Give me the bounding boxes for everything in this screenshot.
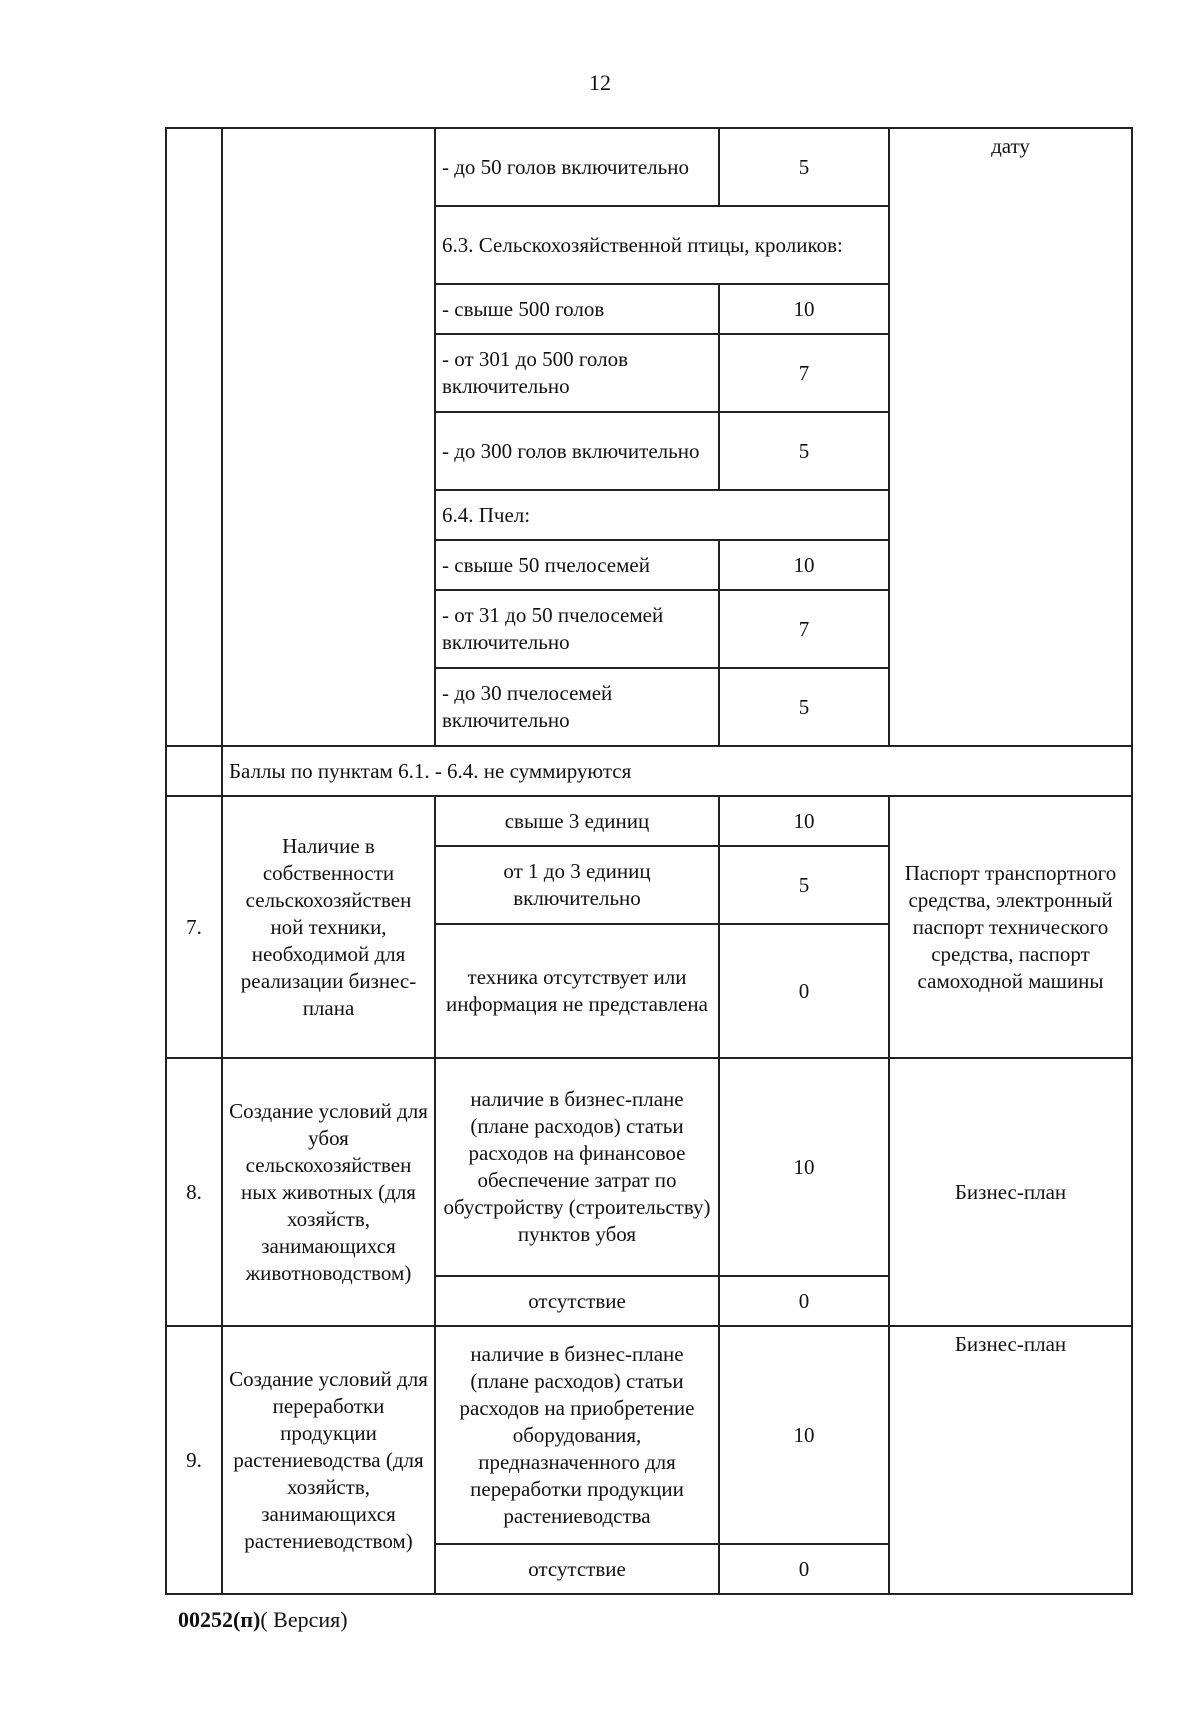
option-cell: наличие в бизнес-плане (плане расходов) статьи расходов на приобретение оборудования, предназначенного для переработки продукции растениеводства (435, 1326, 719, 1544)
page-number: 12 (589, 70, 611, 95)
criterion-cell-empty (222, 128, 435, 746)
option-cell: - до 300 голов включительно (435, 412, 719, 490)
criteria-table (165, 127, 1133, 1595)
score-cell: 7 (719, 334, 889, 412)
table-row (166, 128, 1132, 206)
score-cell: 10 (719, 540, 889, 590)
subsection-heading: 6.4. Пчел: (435, 490, 889, 540)
item-number: 9. (166, 1326, 222, 1594)
option-cell: - свыше 500 голов (435, 284, 719, 334)
option-cell: - свыше 50 пчелосемей (435, 540, 719, 590)
score-cell: 10 (719, 1058, 889, 1276)
table-row (166, 746, 1132, 796)
score-cell: 0 (719, 924, 889, 1058)
option-cell: наличие в бизнес-плане (плане расходов) статьи расходов на финансовое обеспечение затрат по обустройству (строительству) пунктов убоя (435, 1058, 719, 1276)
option-cell: отсутствие (435, 1276, 719, 1326)
document-cell: дату (889, 128, 1132, 746)
score-cell: 7 (719, 590, 889, 668)
option-cell: - от 31 до 50 пчелосемей включительно (435, 590, 719, 668)
score-cell: 10 (719, 284, 889, 334)
table-row (166, 1326, 1132, 1544)
document-cell: Бизнес-план (889, 1326, 1132, 1594)
score-cell: 10 (719, 1326, 889, 1544)
score-cell: 5 (719, 128, 889, 206)
score-cell: 0 (719, 1544, 889, 1594)
score-cell: 5 (719, 846, 889, 924)
table-row (166, 796, 1132, 846)
option-cell: - до 50 голов включительно (435, 128, 719, 206)
document-cell: Паспорт транспортного средства, электронный паспорт технического средства, паспорт самоходной машины (889, 796, 1132, 1058)
option-cell: - до 30 пчелосемей включительно (435, 668, 719, 746)
note-cell: Баллы по пунктам 6.1. - 6.4. не суммируются (222, 746, 1132, 796)
option-cell: свыше 3 единиц (435, 796, 719, 846)
document-footer (178, 1607, 348, 1633)
item-number: 8. (166, 1058, 222, 1326)
option-cell: от 1 до 3 единиц включительно (435, 846, 719, 924)
score-cell: 5 (719, 412, 889, 490)
document-version: ( Версия) (260, 1607, 348, 1632)
item-number: 7. (166, 796, 222, 1058)
subsection-heading: 6.3. Сельскохозяйственной птицы, кроликов: (435, 206, 889, 284)
criterion-cell: Создание условий для переработки продукции растениеводства (для хозяйств, занимающихся растениеводством) (222, 1326, 435, 1594)
criterion-cell: Создание условий для убоя сельскохозяйствен ных животных (для хозяйств, занимающихся животноводством) (222, 1058, 435, 1326)
number-cell-empty (166, 128, 222, 746)
document-cell: Бизнес-план (889, 1058, 1132, 1326)
option-cell: техника отсутствует или информация не представлена (435, 924, 719, 1058)
document-code: 00252(п) (178, 1607, 261, 1632)
score-cell: 0 (719, 1276, 889, 1326)
option-cell: - от 301 до 500 голов включительно (435, 334, 719, 412)
option-cell: отсутствие (435, 1544, 719, 1594)
number-cell-empty (166, 746, 222, 796)
score-cell: 5 (719, 668, 889, 746)
table-row (166, 1058, 1132, 1276)
criterion-cell: Наличие в собственности сельскохозяйствен ной техники, необходимой для реализации бизнес-плана (222, 796, 435, 1058)
score-cell: 10 (719, 796, 889, 846)
